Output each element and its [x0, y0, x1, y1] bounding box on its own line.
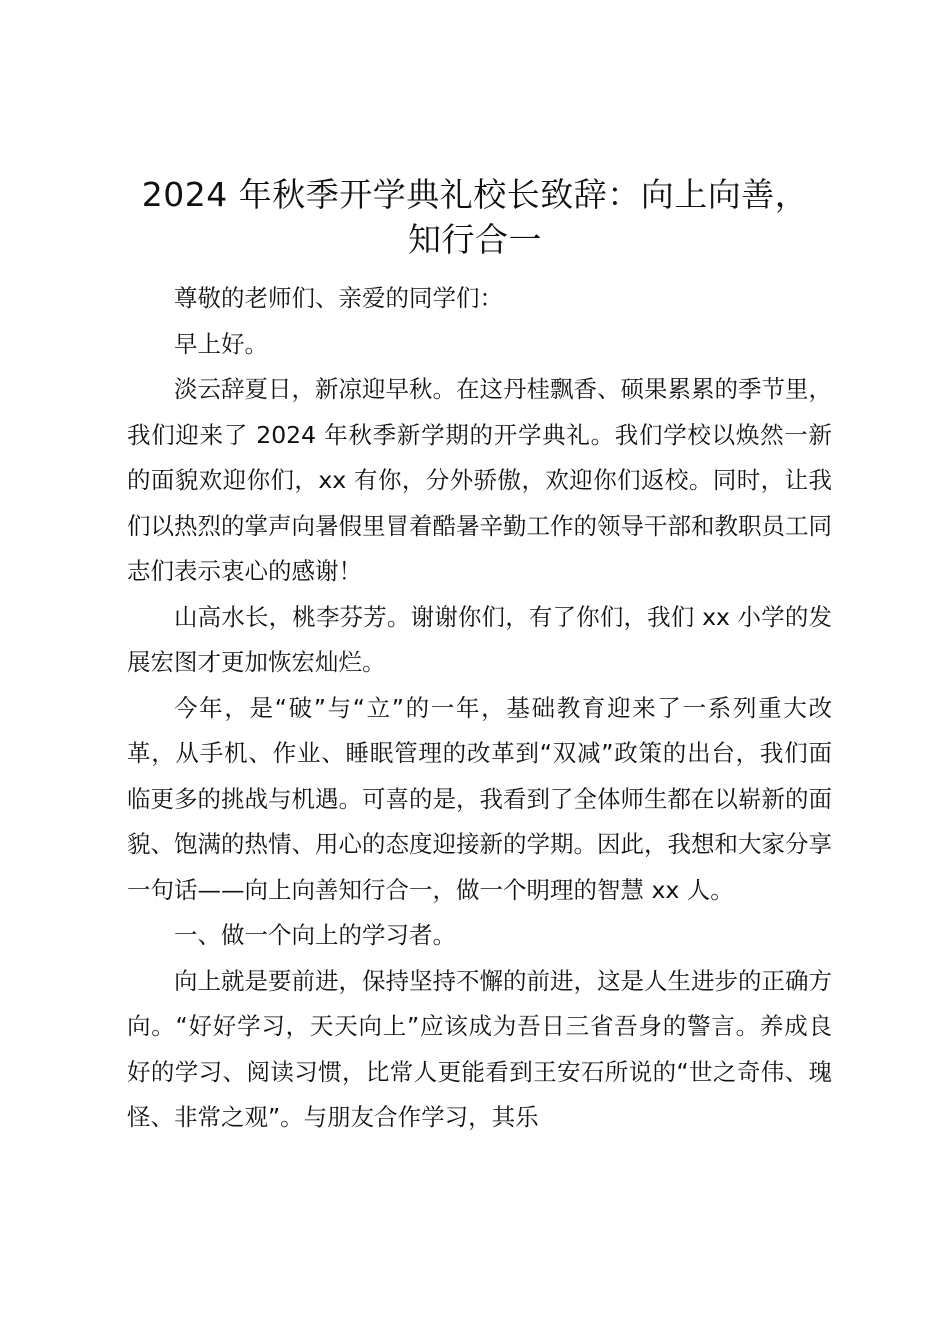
greeting: 早上好。	[174, 329, 268, 358]
document-body	[127, 276, 832, 1141]
section-heading: 一、做一个向上的学习者。	[174, 921, 456, 949]
title-line-1: 2024 年秋季开学典礼校长致辞：向上向善，	[141, 175, 809, 214]
document-title	[110, 172, 840, 262]
title-line-2: 知行合一	[408, 220, 542, 259]
salutation: 尊敬的老师们、亲爱的同学们：	[174, 284, 503, 312]
paragraph: 今年，是“破”与“立”的一年，基础教育迎来了一系列重大改革，从手机、作业、睡眠管理的改革到“双减”政策的出台，我们面临更多的挑战与机遇。可喜的是，我看到了全体师生都在以崭新的面貌、饱满的热情、用心的态度迎接新的学期。因此，我想和大家分享一句话——向上向善知行合一，做一个明理的智慧 xx 人。	[127, 693, 832, 904]
paragraph: 山高水长，桃李芬芳。谢谢你们，有了你们，我们 xx 小学的发展宏图才更加恢宏灿烂。	[127, 602, 832, 676]
paragraph: 向上就是要前进，保持坚持不懈的前进，这是人生进步的正确方向。“好好学习，天天向上”应该成为吾日三省吾身的警言。养成良好的学习、阅读习惯，比常人更能看到王安石所说的“世之奇伟、瑰怪、非常之观”。与朋友合作学习，其乐	[127, 966, 832, 1131]
paragraph: 淡云辞夏日，新凉迎早秋。在这丹桂飘香、硕果累累的季节里，我们迎来了 2024 年秋季新学期的开学典礼。我们学校以焕然一新的面貌欢迎你们，xx 有你，分外骄傲，欢迎你们返校。同时，让我们以热烈的掌声向暑假里冒着酷暑辛勤工作的领导干部和教职员工同志们表示衷心的感谢！	[127, 375, 832, 585]
